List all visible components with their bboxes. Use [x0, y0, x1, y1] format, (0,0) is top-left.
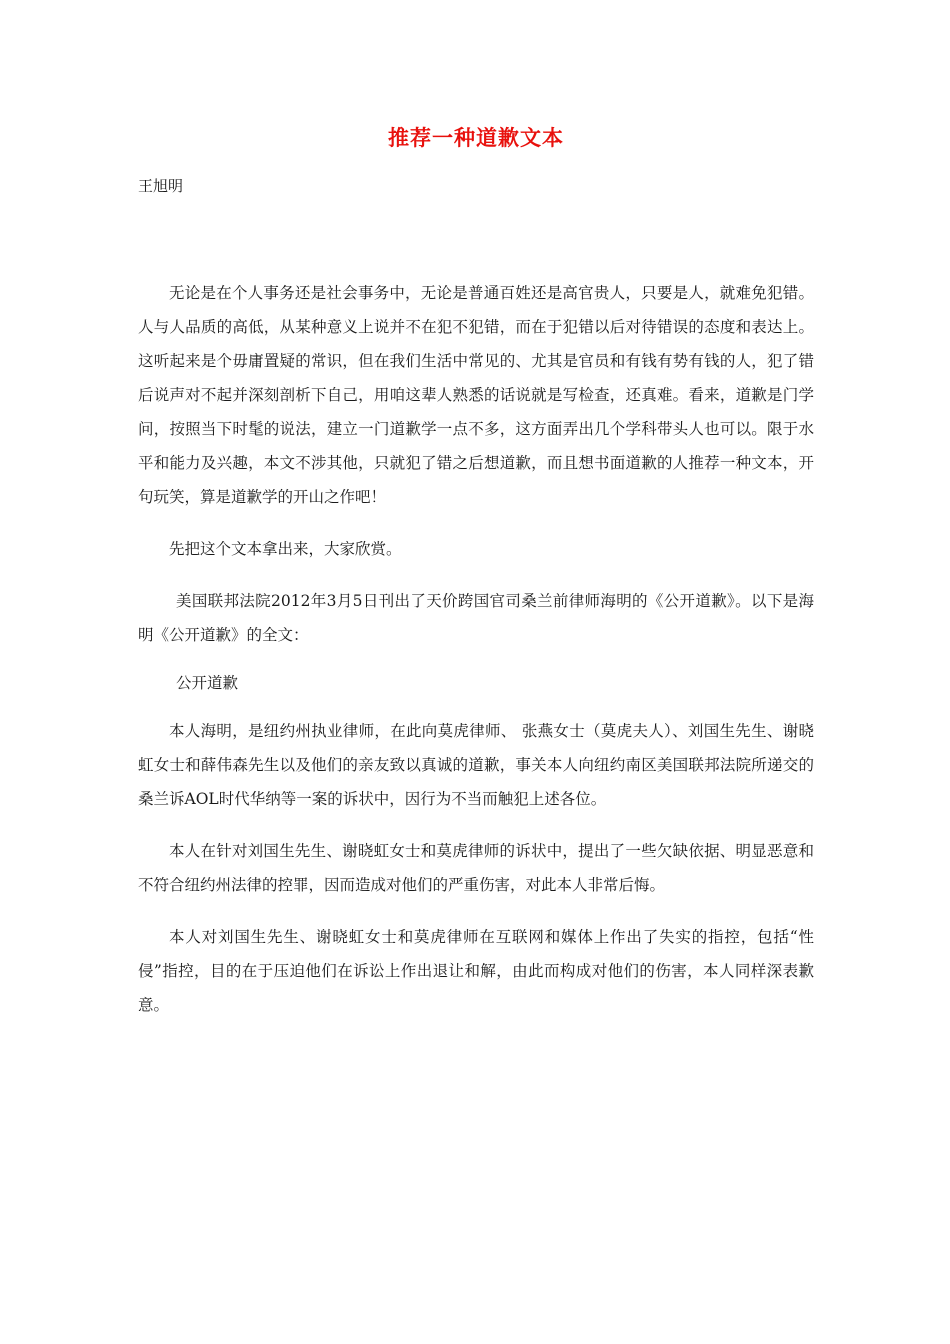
author-name: 王旭明: [138, 177, 184, 195]
paragraph-source: 美国联邦法院2012年3月5日刊出了天价跨国官司桑兰前律师海明的《公开道歉》。以下是海明《公开道歉》的全文：: [138, 592, 814, 644]
apology-heading: 公开道歉: [176, 674, 239, 692]
paragraph-apology-3: 本人对刘国生先生、谢晓虹女士和莫虎律师在互联网和媒体上作出了失实的指控，包括“性侵”指控，目的在于压迫他们在诉讼上作出退让和解，由此而构成对他们的伤害，本人同样深表歉意。: [138, 928, 814, 1014]
document-body: [138, 276, 814, 1022]
paragraph-apology-2: 本人在针对刘国生先生、谢晓虹女士和莫虎律师的诉状中，提出了一些欠缺依据、明显恶意和不符合纽约州法律的控罪，因而造成对他们的严重伤害，对此本人非常后悔。: [138, 842, 814, 894]
paragraph-intro: 无论是在个人事务还是社会事务中，无论是普通百姓还是高官贵人，只要是人，就难免犯错。人与人品质的高低，从某种意义上说并不在犯不犯错，而在于犯错以后对待错误的态度和表达上。这听起来是个毋庸置疑的常识，但在我们生活中常见的、尤其是官员和有钱有势有钱的人，犯了错后说声对不起并深刻剖析下自己，用咱这辈人熟悉的话说就是写检查，还真难。看来，道歉是门学问，按照当下时髦的说法，建立一门道歉学一点不多，这方面弄出几个学科带头人也可以。限于水平和能力及兴趣，本文不涉其他，只就犯了错之后想道歉，而且想书面道歉的人推荐一种文本，开句玩笑，算是道歉学的开山之作吧！: [138, 284, 814, 506]
paragraph-lead: 先把这个文本拿出来，大家欣赏。: [169, 540, 402, 558]
paragraph-apology-1: 本人海明，是纽约州执业律师，在此向莫虎律师、 张燕女士（莫虎夫人）、刘国生先生、谢晓虹女士和薛伟森先生以及他们的亲友致以真诚的道歉，事关本人向纽约南区美国联邦法院所递交的桑兰诉AOL时代华纳等一案的诉状中，因行为不当而触犯上述各位。: [138, 722, 814, 808]
document-title: 推荐一种道歉文本: [388, 125, 564, 150]
